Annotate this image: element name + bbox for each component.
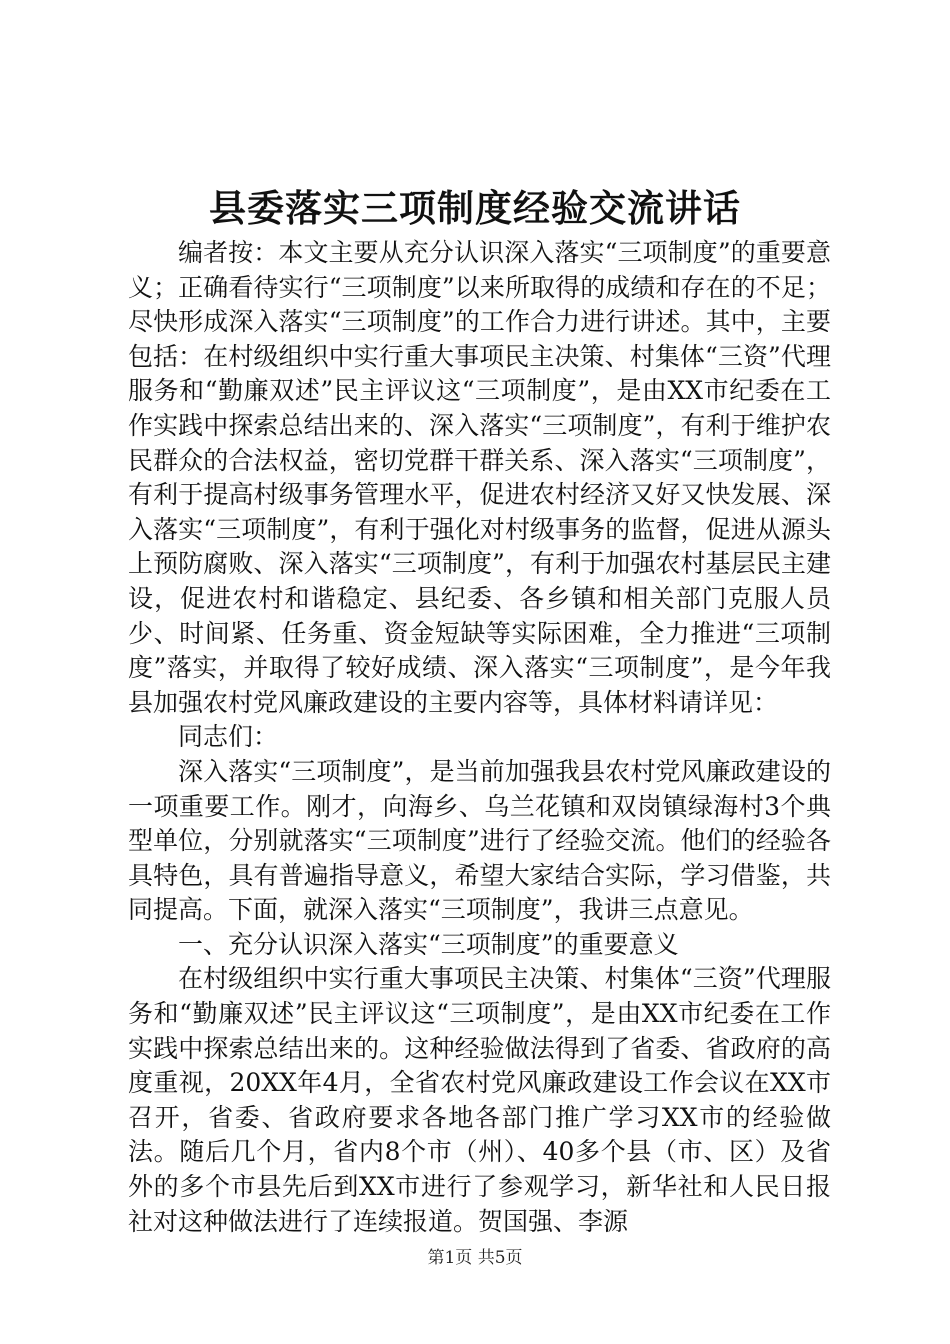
salutation-paragraph: 同志们：	[178, 722, 279, 752]
intro-paragraph: 深入落实“三项制度”，是当前加强我县农村党风廉政建设的一项重要工作。刚才，向海乡、乌兰花镇和双岗镇绿海村3个典型单位，分别就落实“三项制度”进行了经验交流。他们的经验各具特色，具有普遍指导意义，希望大家结合实际，学习借鉴，共同提高。下面，就深入落实“三项制度”，我讲三点意见。	[128, 756, 831, 925]
document-body	[128, 236, 831, 1239]
page-number: 第1页 共5页	[427, 1248, 523, 1268]
editor-note-paragraph: 编者按：本文主要从充分认识深入落实“三项制度”的重要意义；正确看待实行“三项制度”以来所取得的成绩和存在的不足；尽快形成深入落实“三项制度”的工作合力进行讲述。其中，主要包括：在村级组织中实行重大事项民主决策、村集体“三资”代理服务和“勤廉双述”民主评议这“三项制度”，是由XX市纪委在工作实践中探索总结出来的、深入落实“三项制度”，有利于维护农民群众的合法权益，密切党群干群关系、深入落实“三项制度”，有利于提高村级事务管理水平，促进农村经济又好又快发展、深入落实“三项制度”，有利于强化对村级事务的监督，促进从源头上预防腐败、深入落实“三项制度”，有利于加强农村基层民主建设，促进农村和谐稳定、县纪委、各乡镇和相关部门克服人员少、时间紧、任务重、资金短缺等实际困难，全力推进“三项制度”落实，并取得了较好成绩、深入落实“三项制度”，是今年我县加强农村党风廉政建设的主要内容等，具体材料请详见：	[128, 238, 831, 717]
section-heading: 一、充分认识深入落实“三项制度”的重要意义	[178, 929, 679, 959]
document-title: 县委落实三项制度经验交流讲话	[209, 186, 741, 230]
section-paragraph: 在村级组织中实行重大事项民主决策、村集体“三资”代理服务和“勤廉双述”民主评议这“三项制度”，是由XX市纪委在工作实践中探索总结出来的。这种经验做法得到了省委、省政府的高度重视，20XX年4月，全省农村党风廉政建设工作会议在XX市召开，省委、省政府要求各地各部门推广学习XX市的经验做法。随后几个月，省内8个市（州）、40多个县（市、区）及省外的多个市县先后到XX市进行了参观学习，新华社和人民日报社对这种做法进行了连续报道。贺国强、李源	[128, 964, 831, 1236]
